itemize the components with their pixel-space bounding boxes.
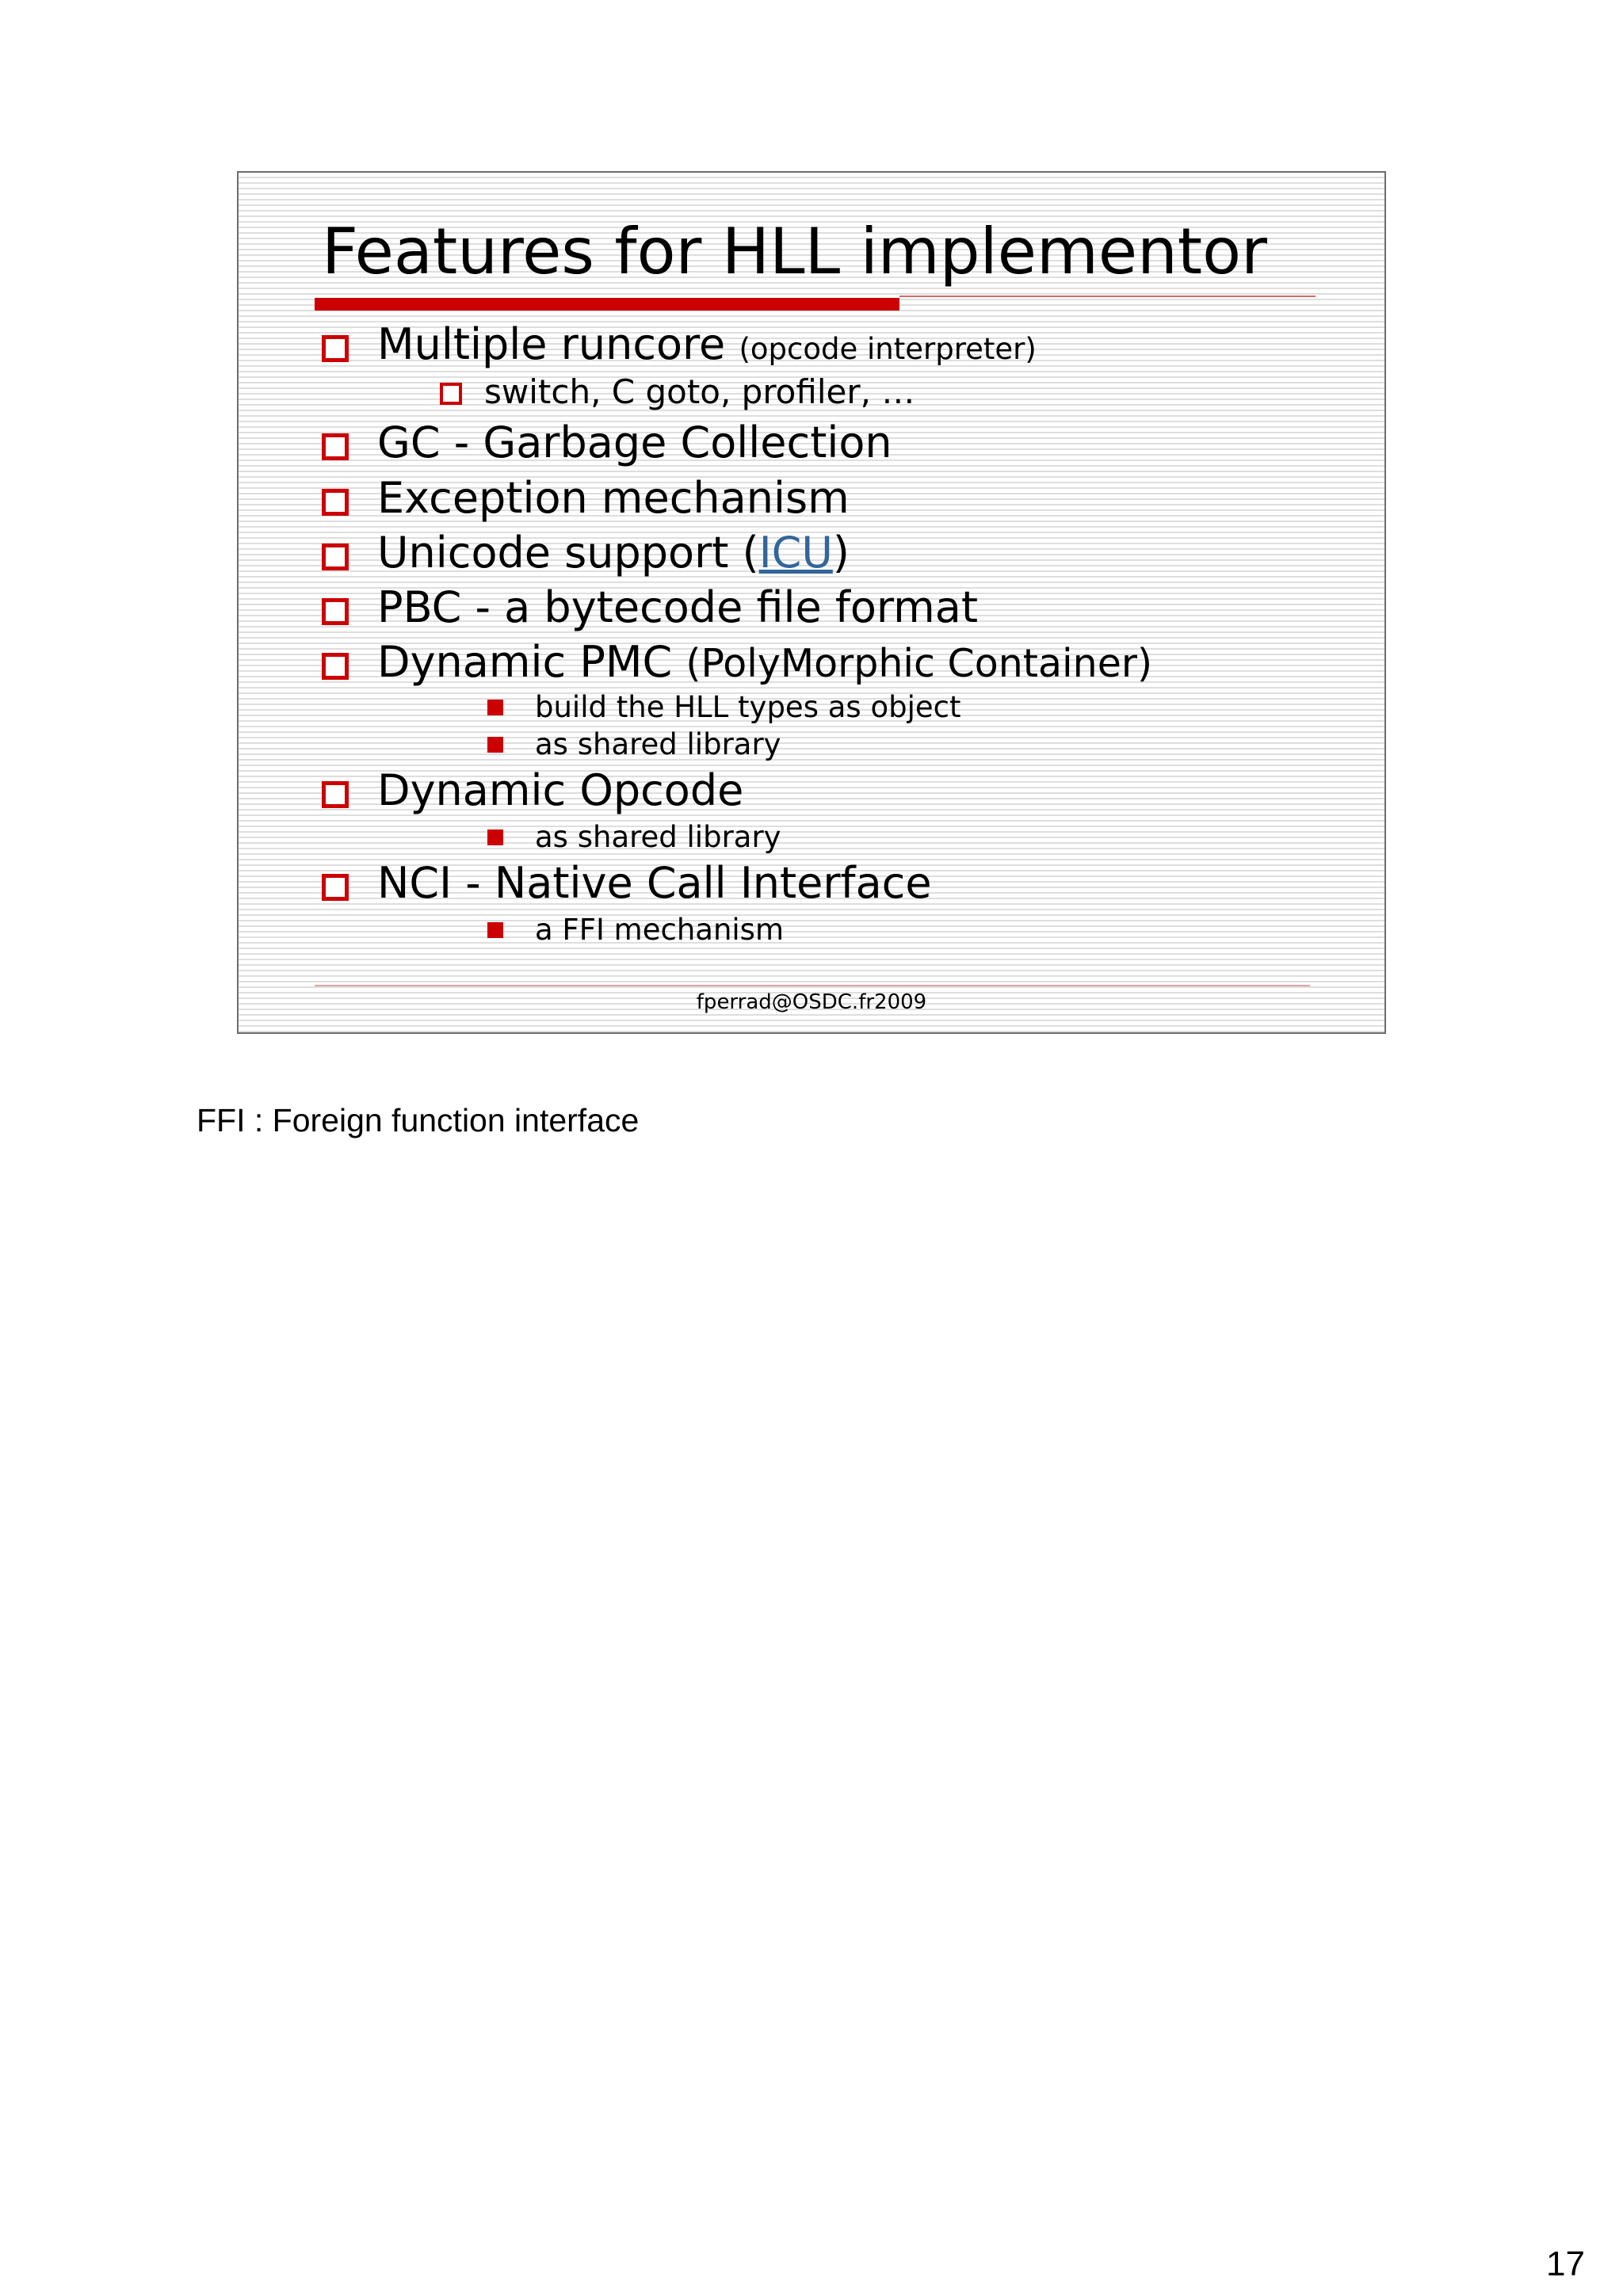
slide-title: Features for HLL implementor [322,215,1268,288]
bullet-text: Dynamic PMC [377,637,673,687]
hollow-square-bullet-icon [322,653,349,680]
bullet-text: Exception mechanism [377,473,850,523]
hollow-square-bullet-icon [322,489,349,516]
filled-square-bullet-icon [487,922,503,938]
speaker-note: FFI : Foreign function interface [197,1102,640,1138]
bullet-text: build the HLL types as object [535,690,961,724]
bullet-text: as shared library [535,727,781,761]
title-underline-rule [899,296,1316,297]
filled-square-bullet-icon [487,737,503,753]
bullet-note: (opcode interpreter) [739,332,1037,366]
sub-bullet-opcode-shared-library [487,822,781,852]
sub-bullet-ffi-mechanism [487,913,784,947]
bullet-unicode [322,528,850,578]
bullet-text: GC - Garbage Collection [377,418,892,467]
bullet-note: (PolyMorphic Container) [685,641,1153,686]
sub-bullet-runcore-types [440,372,915,411]
slide [237,171,1386,1034]
sub-bullet-pmc-shared-library [487,727,781,761]
hollow-square-bullet-icon [322,543,349,570]
bullet-text: NCI - Native Call Interface [377,858,932,908]
icu-link[interactable]: ICU [758,528,833,578]
bullet-dynamic-opcode [322,765,744,815]
filled-square-bullet-icon [487,830,503,845]
hollow-square-bullet-icon [322,598,349,625]
bullet-text-prefix: Unicode support ( [377,528,759,578]
title-underline-bar [315,298,899,311]
bullet-nci [322,858,932,908]
bullet-text: as shared library [535,820,781,854]
bullet-text: PBC - a bytecode file format [377,582,979,632]
bullet-text: Dynamic Opcode [377,765,744,815]
hollow-square-bullet-icon [322,874,349,901]
bullet-dynamic-pmc [322,637,1153,687]
bullet-multiple-runcore [322,319,1037,369]
hollow-square-bullet-icon [440,383,462,405]
slide-footer: fperrad@OSDC.fr2009 [696,990,927,1014]
bullet-pbc [322,582,979,632]
bullet-text-suffix: ) [832,528,850,578]
bullet-gc [322,418,892,467]
bullet-text: a FFI mechanism [535,913,784,947]
footer-rule [315,985,1310,986]
filled-square-bullet-icon [487,700,503,715]
bullet-exception [322,473,850,523]
bullet-text: switch, C goto, profiler, … [484,372,915,411]
hollow-square-bullet-icon [322,433,349,460]
sub-bullet-hll-types [487,692,960,722]
page-number: 17 [1546,2245,1585,2283]
hollow-square-bullet-icon [322,335,349,362]
bullet-text: Multiple runcore [377,319,726,369]
hollow-square-bullet-icon [322,781,349,808]
